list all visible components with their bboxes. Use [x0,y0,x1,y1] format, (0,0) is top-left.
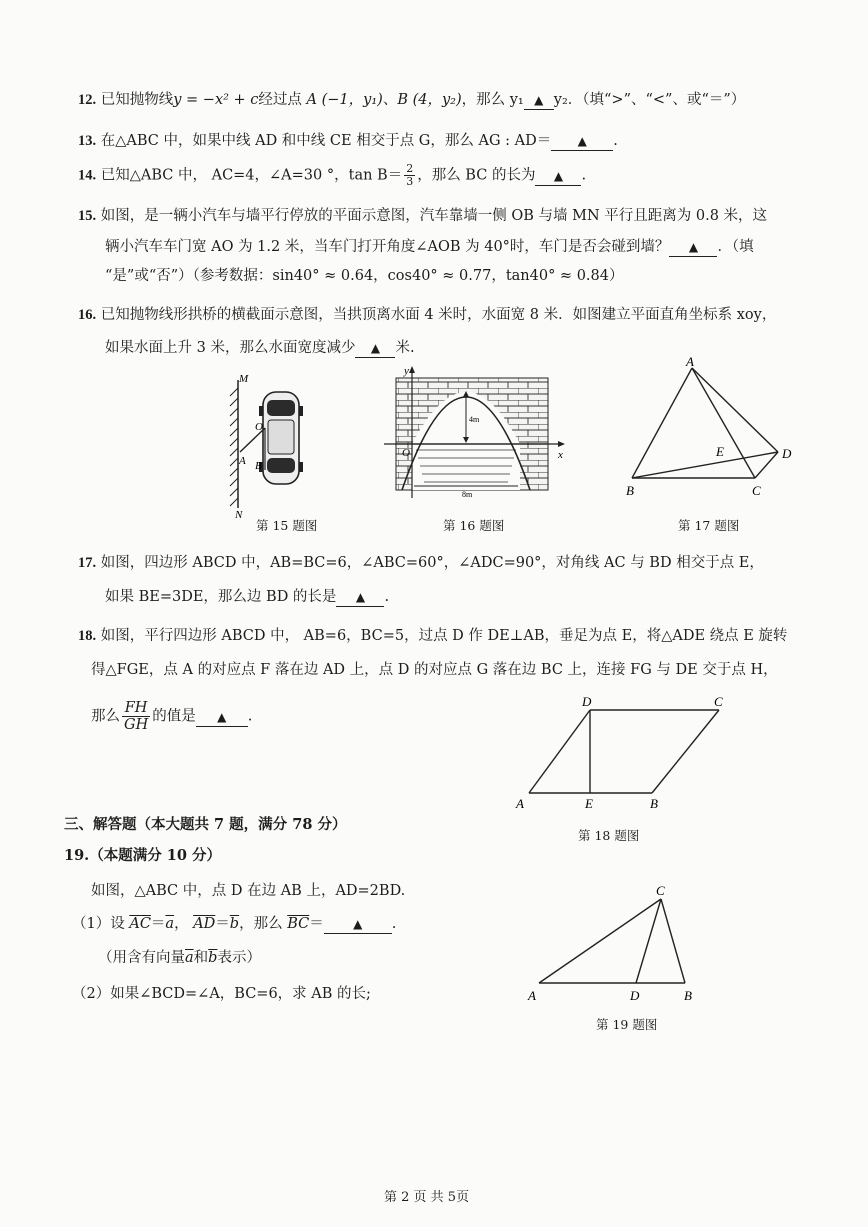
question-16-line-2 [105,338,415,358]
section-3-heading: 三、解答题（本大题共 7 题，满分 78 分） [64,816,347,833]
hint-text: （用含有向量 [98,950,185,966]
period: . [581,167,587,184]
label-d: D [782,446,792,461]
question-text: y₂．（填“>”、“<”、或“＝”） [553,92,746,108]
figure-16-caption: 第 16 题图 [443,518,505,533]
question-17-line-1 [78,553,764,573]
question-text: 辆小汽车车门宽 AO 为 1.2 米，当车门打开角度∠AOB 为 40°时，车门是否会碰到墙？ [105,239,670,255]
question-15-line-2 [105,237,754,257]
vector-bc: $\overline{BC}$ [287,916,310,932]
figure-17 [622,352,802,502]
label-width: 8m [462,490,473,499]
question-13 [78,131,618,151]
question-text: 如图，四边形 ABCD 中，AB=BC=6，∠ABC=60°，∠ADC=90°，对角线 AC 与 BD 相交于点 E， [100,555,764,571]
wall-hatching [230,388,238,506]
label-a: A [686,354,694,369]
question-text: 已知抛物线 [100,92,174,108]
question-19-title: 19.（本题满分 10 分） [64,847,222,864]
question-text: 如果 BE=3DE，那么边 BD 的长是 [105,589,337,605]
fraction [122,700,150,733]
answer-marker: ▲ [353,917,363,931]
answer-marker: ▲ [355,590,366,604]
label-c: C [714,694,723,709]
label-e: E [716,444,724,459]
answer-blank[interactable] [669,238,717,257]
vector-b: $\overline{b}$ [229,916,240,932]
label-m: M [239,373,249,385]
question-number: 18. [78,628,97,644]
fraction-denominator: GH [124,717,149,733]
question-15-line-1 [78,206,767,226]
label-a: A [516,796,524,811]
question-18-line-1 [78,626,787,646]
question-text: 的值是 [152,708,196,725]
label-c: C [656,883,665,898]
label-a: A [239,455,246,467]
answer-marker: ▲ [370,341,381,355]
question-number: 16. [78,307,97,323]
formula: y = −x² + c [173,92,259,108]
period: . [384,589,390,605]
question-19-hint [98,948,261,968]
answer-blank[interactable] [355,339,395,358]
label-o: O [255,421,263,433]
comma: ， [174,916,189,932]
part-label: （1）设 [72,916,125,932]
question-text: 如图，平行四边形 ABCD 中， AB=6，BC=5，过点 D 作 DE⊥AB，垂足为点 E，将△ADE 绕点 E 旋转 [100,628,788,644]
answer-blank[interactable] [336,588,384,607]
question-text: 得△FGE，点 A 的对应点 F 落在边 AD 上，点 D 的对应点 G 落在边 BC 上，连接 FG 与 DE 交于点 H， [91,662,778,678]
parallelogram-abcd [529,710,719,793]
separator: 、 [382,92,398,108]
question-14 [78,163,586,188]
figure-18 [510,690,740,815]
question-text: 经过点 [258,92,302,108]
car-icon [259,392,303,484]
question-number: 12. [78,92,97,108]
page-footer: 第 2 页 共 5页 [384,1190,470,1205]
fraction-numerator: 2 [406,162,414,175]
answer-blank[interactable] [551,132,613,151]
label-n: N [235,509,243,520]
figure-18-caption: 第 18 题图 [578,828,640,843]
label-d: D [582,694,592,709]
x-axis-arrow [558,441,565,447]
figure-15-caption: 第 15 题图 [256,518,318,533]
equals: ＝ [309,916,324,932]
question-text: 如图，是一辆小汽车与墙平行停放的平面示意图，汽车靠墙一侧 OB 与墙 MN 平行且距离为 0.8 米，这 [100,208,768,224]
period: . [613,133,618,149]
label-e: E [585,796,593,811]
question-19-part-2: （2）如果∠BCD=∠A，BC=6，求 AB 的长; [72,986,371,1002]
label-y: y [404,365,409,377]
equals: ＝ [215,916,230,932]
vector-ac: $\overline{AC}$ [129,916,151,932]
question-16-line-1 [78,305,776,325]
question-text: ，那么 [239,916,283,932]
label-d: D [630,988,640,1003]
hint-text: 和 [193,950,209,966]
label-x: x [558,449,563,461]
point-b: B (4，y₂) [397,92,462,108]
answer-marker: ▲ [577,134,587,148]
figure-17-caption: 第 17 题图 [678,518,740,533]
fraction-denominator: 3 [406,175,414,188]
label-a: A [528,988,536,1003]
answer-blank[interactable] [324,915,392,934]
figure-16 [378,364,568,514]
question-text: 那么 [91,708,120,725]
question-number: 15. [78,208,97,224]
y-axis-arrow [409,366,415,373]
question-text: 米. [395,340,415,356]
fraction-numerator: FH [122,700,150,717]
question-18-line-2 [91,660,778,680]
question-number: 14. [78,167,97,184]
triangle-abc [539,899,685,983]
question-text: 如果水面上升 3 米，那么水面宽度减少 [105,340,356,356]
question-text: 已知△ABC 中， AC=4，∠A=30 °，tan B＝ [100,167,403,184]
answer-marker: ▲ [217,709,227,724]
label-b: B [626,483,634,498]
label-origin: O [402,447,410,459]
answer-blank[interactable] [535,167,581,186]
equals: ＝ [150,916,166,932]
figure-19 [522,882,712,1007]
question-15-line-3 [105,266,623,286]
answer-marker: ▲ [688,240,699,254]
question-19-part-1 [72,914,396,934]
question-text: “是”或“否”）（参考数据：sin40° ≈ 0.64，cos40° ≈ 0.77，tan40° ≈ 0.84） [105,268,624,284]
period: . [391,916,397,932]
label-b: B [255,460,262,472]
vector-a: $\overline{a}$ [185,950,194,966]
question-18-line-3 [91,700,252,733]
question-text: ，那么 BC 的长为 [417,167,536,184]
label-height: 4m [469,415,480,424]
period: . [247,708,253,725]
question-number: 17. [78,555,97,571]
label-b: B [650,796,658,811]
question-19-intro: 如图，△ABC 中，点 D 在边 AB 上，AD=2BD. [91,883,406,899]
question-text: 在△ABC 中，如果中线 AD 和中线 CE 相交于点 G，那么 AG : AD＝ [100,133,552,149]
quadrilateral-abcd [632,368,778,478]
question-12 [78,90,745,110]
answer-marker: ▲ [534,93,544,107]
vector-a: $\overline{a}$ [165,916,175,932]
question-text: ，那么 y₁ [461,92,524,108]
question-text: ．（填 [717,239,754,255]
fraction [404,163,415,188]
label-b: B [684,988,692,1003]
answer-blank[interactable] [524,91,554,110]
hint-text: 表示） [217,950,261,966]
figure-19-caption: 第 19 题图 [596,1017,658,1032]
label-c: C [752,483,761,498]
point-a: A (−1，y₁) [306,92,383,108]
vector-b: $\overline{b}$ [208,950,218,966]
answer-marker: ▲ [553,168,564,183]
question-text: 已知抛物线形拱桥的横截面示意图，当拱顶离水面 4 米时，水面宽 8 米．如图建立平面直角坐标系 xoy， [100,307,777,323]
figure-15 [225,370,335,520]
vector-ad: $\overline{AD}$ [193,916,216,932]
answer-blank[interactable] [196,708,248,727]
question-17-line-2 [105,587,389,607]
question-number: 13. [78,133,97,149]
